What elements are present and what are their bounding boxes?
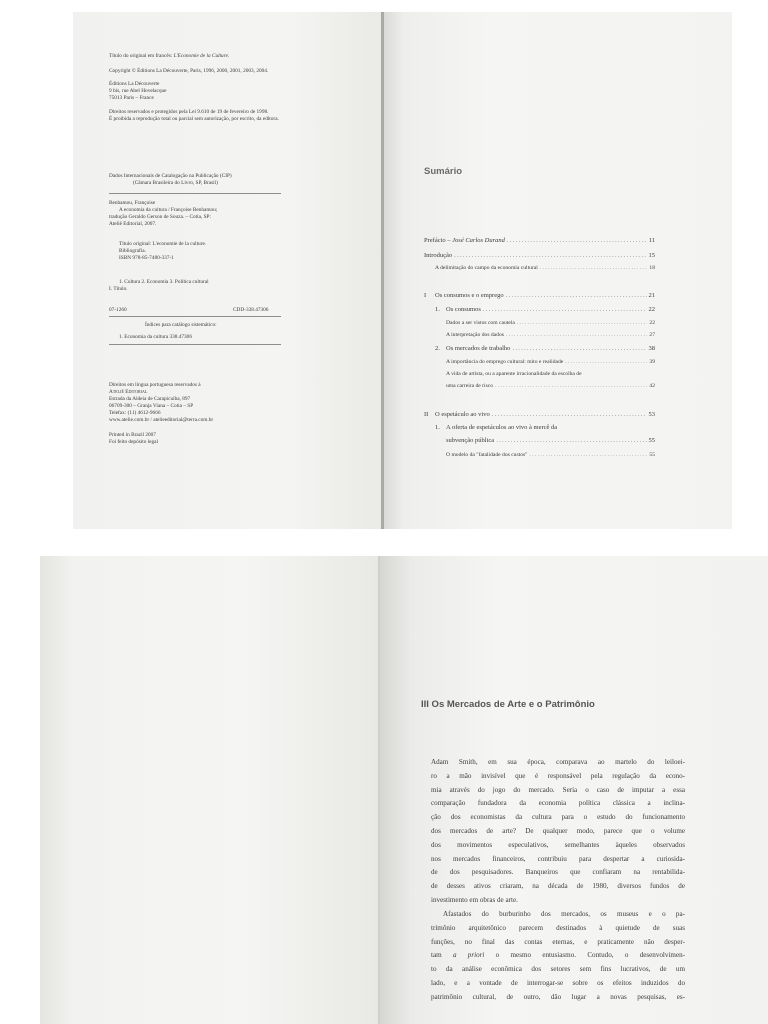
toc-entry-carreira-risco: uma carreira de risco ..... 42 [446,383,655,389]
publisher-address: Éditions La Découverte 9 bis, rue Abel Hovelacque 75013 Paris – France [109,81,167,101]
rights-notice: Direitos reservados e protegidos pela Lei 9.610 de 19 de fevereiro de 1998. É proibida a reprodução total ou parcial sem autorização, por escrito, da editora. [109,109,279,122]
cip-bottom-rule [109,344,281,345]
toc-entry-vida-artista: A vida de artista, ou a aparente irracionalidade da escolha de [446,371,582,377]
toc-entry-introducao: Introdução ..... 15 [424,252,655,259]
toc-entry-part-1: I Os consumos e o emprego ..... 21 [424,292,655,299]
top-scan [73,12,732,529]
original-title-line: Título do original em francês: L'Economie de la Culture. [109,53,230,59]
toc-entry-importancia: A importância do emprego cultural: mito e realidade ..... 39 [446,359,655,365]
cip-middle-rule [109,316,281,317]
book-gutter [378,556,380,1024]
toc-entry-consumos: 1. Os consumos ..... 22 [435,306,655,313]
toc-entry-dados: Dados a ser vistos com cautela ..... 22 [446,320,655,326]
blank-page [40,556,380,1024]
toc-entry-mercados-trabalho: 2. Os mercados de trabalho ..... 38 [435,345,655,352]
toc-entry-interpretacao: A interpretação dos dados ..... 27 [446,332,655,338]
cip-top-rule [109,193,281,194]
cip-header: Dados Internacionais de Catalogação na Publicação (CIP) (Câmara Brasileira do Livro, SP, Brasil) [109,173,232,186]
copyright-line: Copyright © Éditions La Découverte, Paris, 1996, 2000, 2001, 2003, 2004. [109,68,269,74]
portuguese-rights: Direitos em língua portuguesa reservados à Ateliê Editorial Estrada da Aldeia de Carapicuíba, 897 06709-300 – Granja Viana – Cotia – SP Telefax: (11) 4612-9666 www.atelie.com.br / atelieeditorial@terra.com.br [109,382,214,423]
cdd-number: CDD-338.47306 [233,307,269,313]
toc-entry-subvencao: subvenção pública ..... 55 [446,437,655,444]
toc-entry-modelo: O modelo da "fatalidade dos custos" ..... 55 [446,452,655,458]
index-entry: 1. Economia da cultura 338.47306 [119,334,192,340]
chapter-title: III Os Mercados de Arte e o Patrimônio [421,699,595,710]
cip-entry: A economia da cultura / Françoise Benhamou; tradução Geraldo Gerson de Souza. – Cotia, SP: Ateliê Editorial, 2007. [109,207,218,227]
toc-entry-prefacio: Prefácio – José Carlos Durand ..... 11 [424,237,655,244]
chapter-paragraph-1: Adam Smith, em sua época, comparava ao martelo do leiloei- ro a mão invisível que é responsável pela regulação da econo- mia através do jogo do mercado. Seria o caso de imputar a essa comparação fundadora da economia política clássica a inclina- ção dos economistas da cultura para o estudo do funcionamento dos mercados de arte? De qualquer modo, parece que o volume dos movimentos especulativos, semelhantes àqueles observados nos mercados financeiros, contribuiu para despertar a curiosida- de dos pesquisadores. Banqueiros que confiaram na rentabilida- de desses ativos criaram, na década de 1980, diversos fundos de investimento em obras de arte. [431,758,685,904]
cip-number: 07-1260 [109,307,127,313]
cip-notes: Título original: L'economie de la culture. Bibliografia. ISBN 978-85-7480-337-1 [119,241,207,261]
book-gutter [381,12,384,529]
chapter-paragraph-2: Afastados do burburinho dos mercados, os museus e o pa- trimônio arquitetônico parecem destinados à quietude de suas funções, no final das contas eternas, e praticamente não desper- tam a priori o mesmo entusiasmo. Contudo, o desenvolvimen- to da análise econômica dos setores sem fins lucrativos, de um lado, e a vontade de interrogar-se sobre os efeitos induzidos do patrimônio cultural, de outro, dão lugar a novas pesquisas, es- [431,910,685,1001]
printed-info: Printed in Brazil 2007 Foi feito depósito legal [109,432,158,445]
summary-title: Sumário [424,166,463,177]
toc-entry-delimitacao: A delimitação do campo da economia cultural ..... 18 [435,265,655,271]
toc-entry-oferta: 1. A oferta de espetáculos ao vivo à mercê da [435,424,558,431]
index-title: Índices para catálogo sistemático: [145,322,217,328]
cip-subjects: 1. Cultura 2. Economia 3. Política cultural I. Título. [109,279,209,292]
cip-author: Benhamou, Françoise [109,200,156,206]
toc-entry-part-2: II O espetáculo ao vivo ..... 53 [424,411,655,418]
